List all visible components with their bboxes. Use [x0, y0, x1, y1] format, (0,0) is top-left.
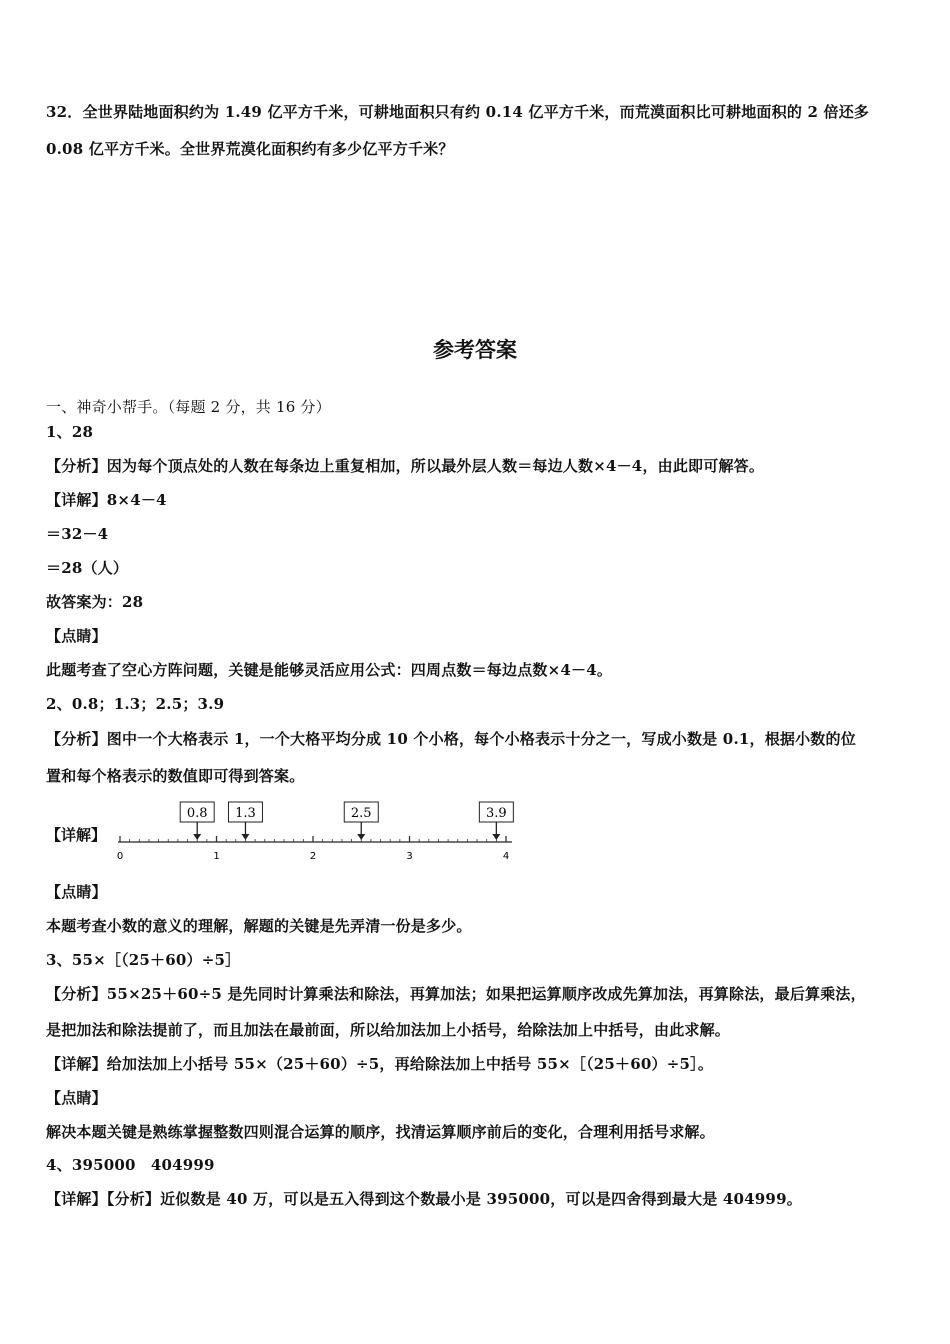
answer-2-detail-label: 【详解】 [46, 826, 107, 844]
answer-4-heading: 4、395000 404999 [46, 1156, 215, 1174]
answer-2-comment: 本题考查小数的意义的理解，解题的关键是先弄清一份是多少。 [46, 917, 472, 935]
section-heading: 一、神奇小帮手。（每题 2 分，共 16 分） [46, 398, 331, 416]
value-marker [479, 802, 513, 840]
answer-2-analysis-line1: 【分析】图中一个大格表示 1，一个大格平均分成 10 个小格，每个小格表示十分之一，写成小数是 0.1，根据小数的位 [46, 730, 856, 748]
marker-label: 2.5 [350, 806, 372, 821]
tick-label: 2 [309, 851, 317, 862]
answer-3-detail: 【详解】给加法加上小括号 55×（25＋60）÷5，再给除法加上中括号 55×［（25＋60）÷5］。 [46, 1055, 714, 1073]
value-marker [344, 802, 378, 840]
answer-1-comment-label: 【点睛】 [46, 627, 107, 645]
answer-3-comment-label: 【点睛】 [46, 1089, 107, 1107]
question-32-line2: 0.08 亿平方千米。全世界荒漠化面积约有多少亿平方千米？ [46, 140, 454, 158]
marker-arrow-head [357, 834, 365, 840]
tick-label: 1 [213, 851, 220, 862]
answer-3-analysis-line2: 是把加法和除法提前了，而且加法在最前面，所以给加法加上小括号，给除法加上中括号，由此求解。 [46, 1021, 731, 1039]
answer-1-heading: 1、28 [46, 423, 94, 441]
marker-arrow-head [492, 834, 500, 840]
tick-label: 4 [502, 851, 510, 862]
tick-label: 3 [406, 851, 413, 862]
marker-arrow-head [193, 834, 201, 840]
answer-3-comment: 解决本题关键是熟练掌握整数四则混合运算的顺序，找清运算顺序前后的变化，合理利用括号求解。 [46, 1123, 715, 1141]
marker-label: 0.8 [186, 806, 208, 821]
answer-3-heading: 3、55×［（25＋60）÷5］ [46, 951, 241, 969]
page-title: 参考答案 [433, 338, 517, 362]
answer-1-result: 故答案为：28 [46, 593, 144, 611]
answer-2-heading: 2、0.8；1.3；2.5；3.9 [46, 695, 225, 713]
answer-2-analysis-line2: 置和每个格表示的数值即可得到答案。 [46, 767, 305, 785]
number-line-figure [112, 798, 522, 862]
marker-label: 1.3 [235, 806, 256, 821]
answer-3-analysis-line1: 【分析】55×25＋60÷5 是先同时计算乘法和除法，再算加法；如果把运算顺序改成先算加法，再算除法，最后算乘法， [46, 985, 866, 1003]
question-32-line1: 32．全世界陆地面积约为 1.49 亿平方千米，可耕地面积只有约 0.14 亿平方千米，而荒漠面积比可耕地面积的 2 倍还多 [46, 103, 870, 121]
value-marker [180, 802, 214, 840]
marker-label: 3.9 [486, 806, 507, 821]
value-marker [228, 802, 262, 840]
answer-1-step1: ＝32－4 [46, 525, 109, 543]
answer-1-analysis: 【分析】因为每个顶点处的人数在每条边上重复相加，所以最外层人数＝每边人数×4－4，由此即可解答。 [46, 457, 765, 475]
marker-arrow-head [241, 834, 249, 840]
answer-1-step2: ＝28（人） [46, 559, 129, 577]
answer-1-detail: 【详解】8×4－4 [46, 491, 167, 509]
answer-2-comment-label: 【点睛】 [46, 883, 107, 901]
answer-4-detail: 【详解】【分析】近似数是 40 万，可以是五入得到这个数最小是 395000，可以是四舍得到最大是 404999。 [46, 1190, 802, 1208]
tick-label: 0 [116, 851, 124, 862]
answer-1-comment: 此题考查了空心方阵问题，关键是能够灵活应用公式：四周点数＝每边点数×4－4。 [46, 661, 613, 679]
